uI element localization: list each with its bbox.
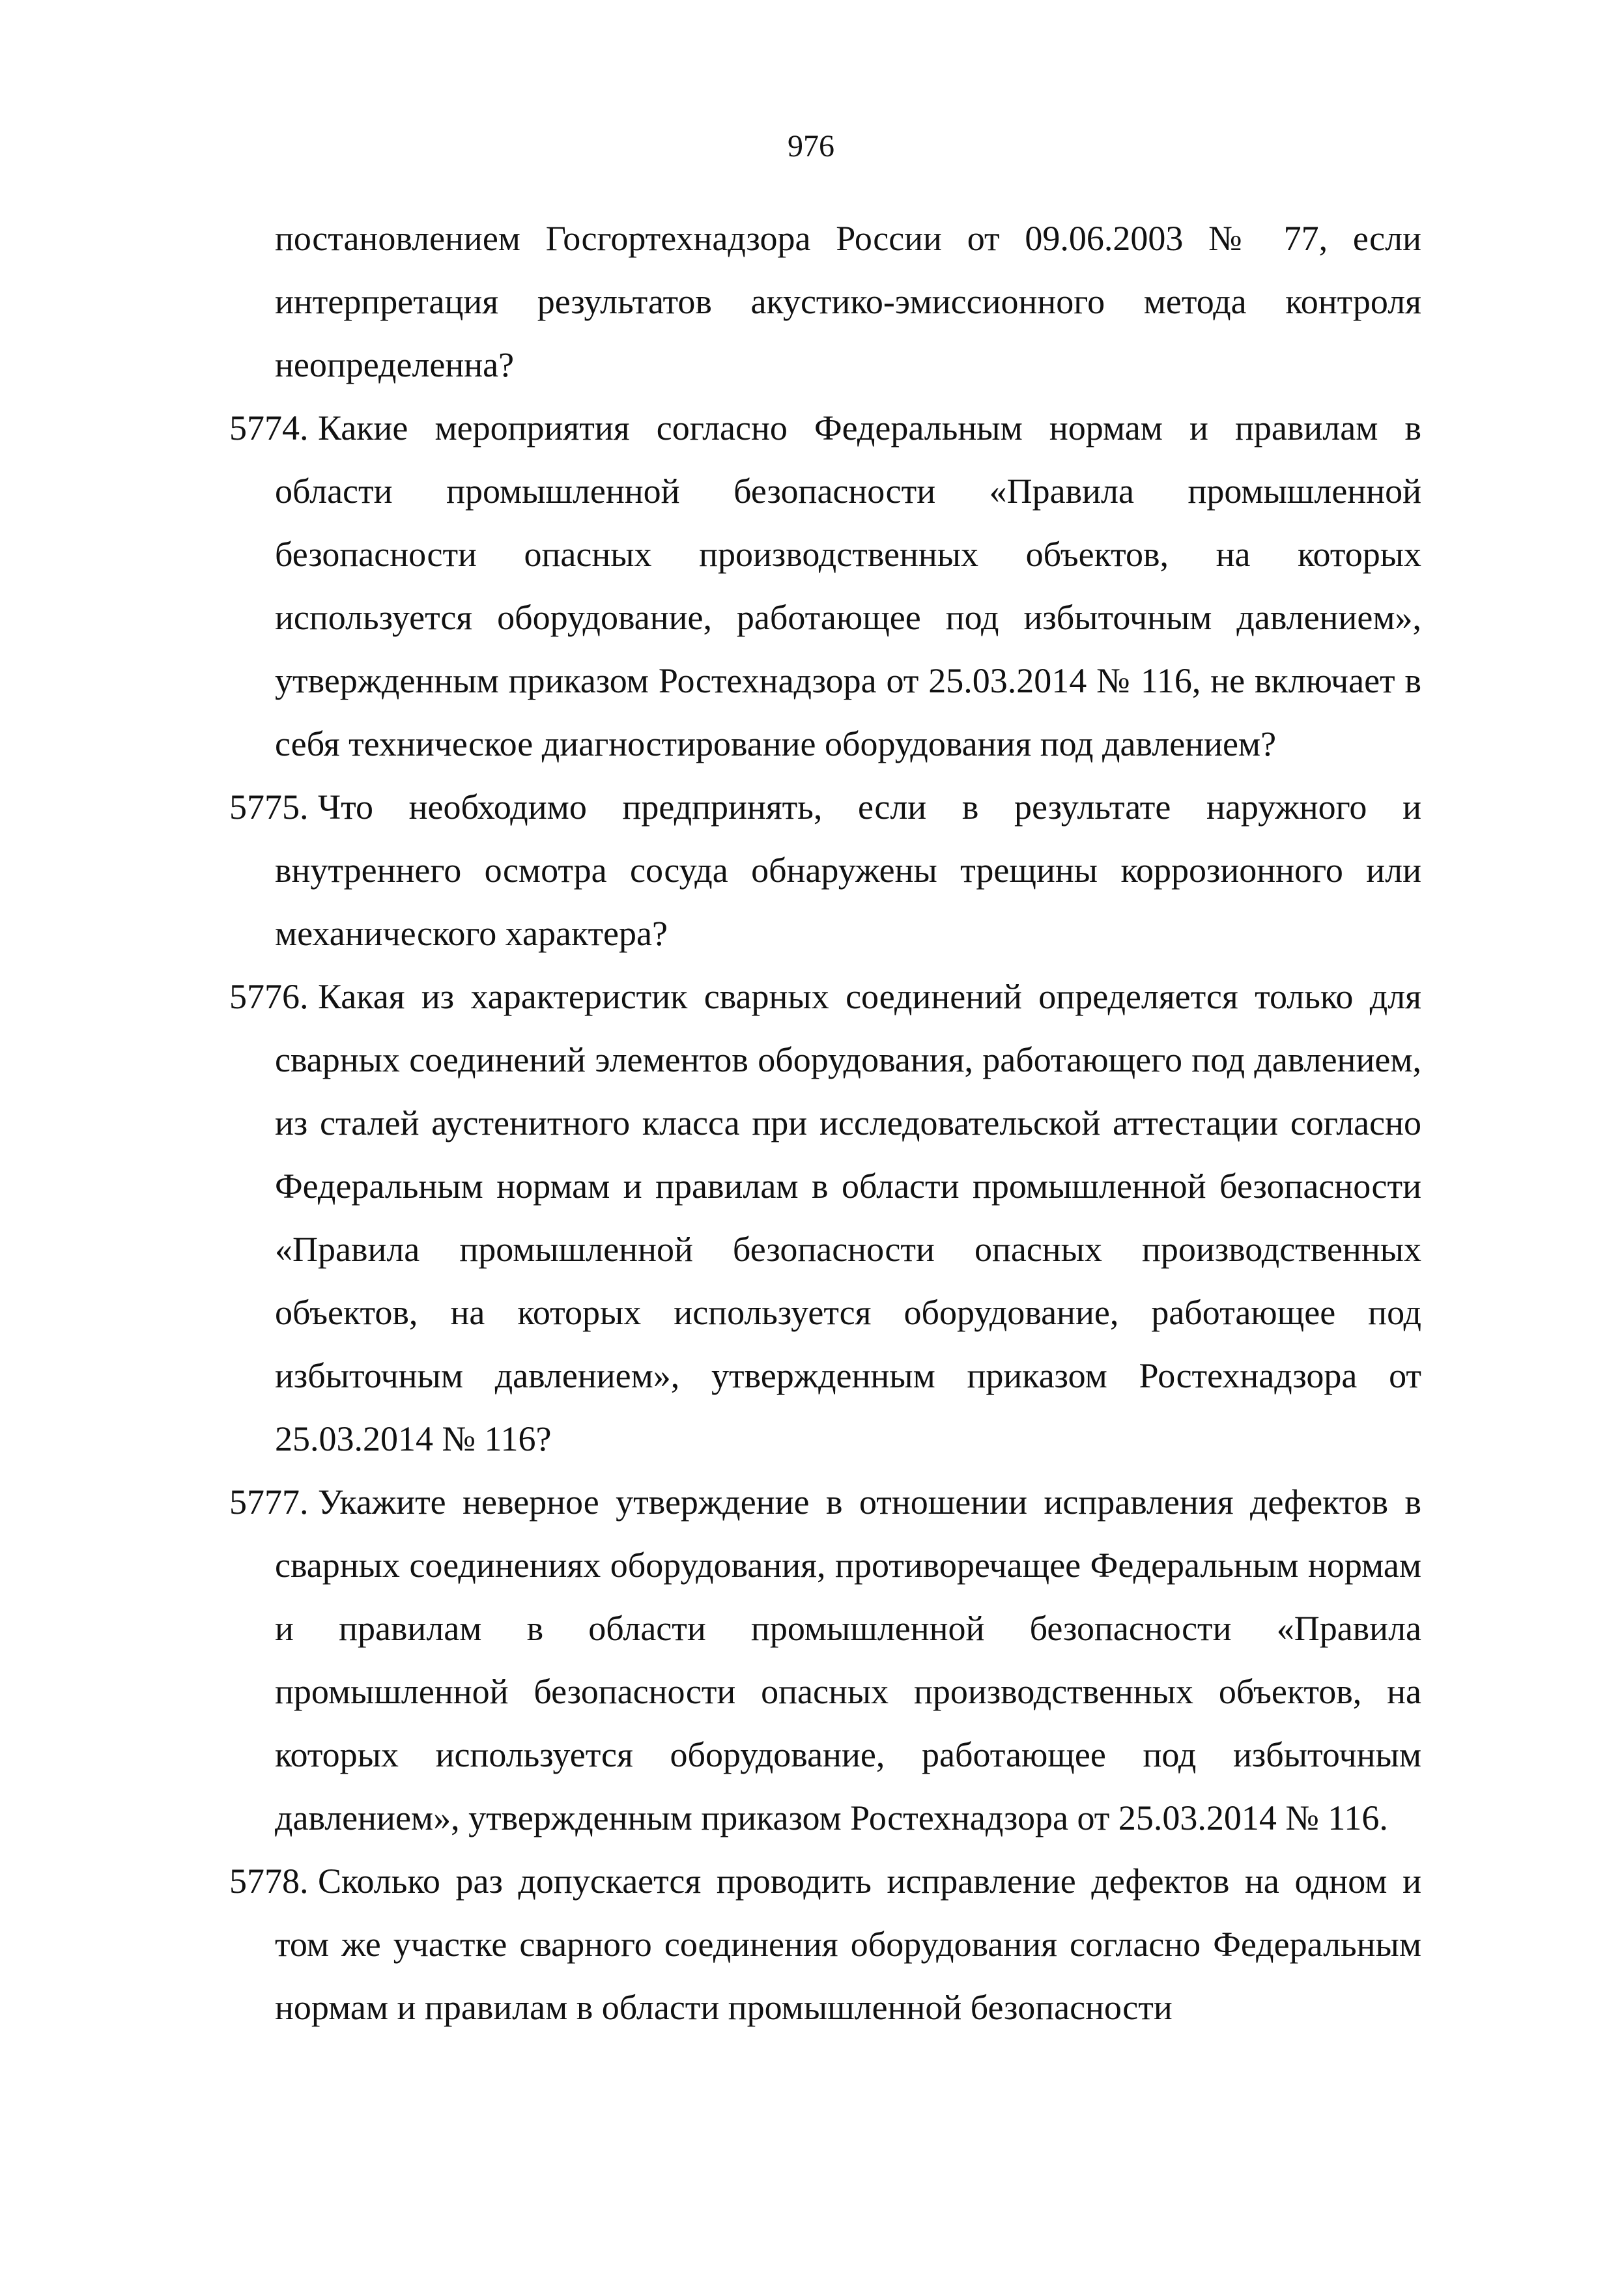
page-number: 976 xyxy=(788,129,834,163)
question-number: 5777. xyxy=(229,1482,309,1522)
question-number: 5775. xyxy=(229,787,309,827)
question-item xyxy=(229,965,1421,1471)
question-text: Сколько раз допускается проводить исправление дефектов на одном и том же участке сварного соединения оборудования согласно Федеральным нормам и правилам в области промышленной безопасности xyxy=(275,1862,1421,2027)
question-item xyxy=(229,1850,1421,2039)
document-body xyxy=(0,207,1622,2039)
question-text: Какие мероприятия согласно Федеральным нормам и правилам в области промышленной безопасности «Правила промышленной безопасности опасных производственных объектов, на которых используется оборудование, работающее под избыточным давлением», утвержденным приказом Ростехнадзора от 25.03.2014 № 116, не включает в себя техническое диагностирование оборудования под давлением? xyxy=(275,408,1421,763)
question-number: 5778. xyxy=(229,1862,309,1901)
question-item xyxy=(229,776,1421,965)
question-item xyxy=(229,397,1421,776)
question-number: 5776. xyxy=(229,977,309,1016)
continuation-paragraph xyxy=(275,207,1421,397)
question-item xyxy=(229,1471,1421,1850)
question-text: Укажите неверное утверждение в отношении исправления дефектов в сварных соединениях оборудования, противоречащее Федеральным нормам и правилам в области промышленной безопасности «Правила промышленной безопасности опасных производственных объектов, на которых используется оборудование, работающее под избыточным давлением», утвержденным приказом Ростехнадзора от 25.03.2014 № 116. xyxy=(275,1482,1421,1837)
question-number: 5774. xyxy=(229,408,309,447)
question-text: Какая из характеристик сварных соединений определяется только для сварных соединений элементов оборудования, работающего под давлением, из сталей аустенитного класса при исследовательской аттестации согласно Федеральным нормам и правилам в области промышленной безопасности «Правила промышленной безопасности опасных производственных объектов, на которых используется оборудование, работающее под избыточным давлением», утвержденным приказом Ростехнадзора от 25.03.2014 № 116? xyxy=(275,977,1421,1458)
question-text: Что необходимо предпринять, если в результате наружного и внутреннего осмотра сосуда обнаружены трещины коррозионного или механического характера? xyxy=(275,787,1421,953)
continuation-text: постановлением Госгортехнадзора России от 09.06.2003 № 77, если интерпретация результатов акустико-эмиссионного метода контроля неопределенна? xyxy=(275,219,1421,384)
